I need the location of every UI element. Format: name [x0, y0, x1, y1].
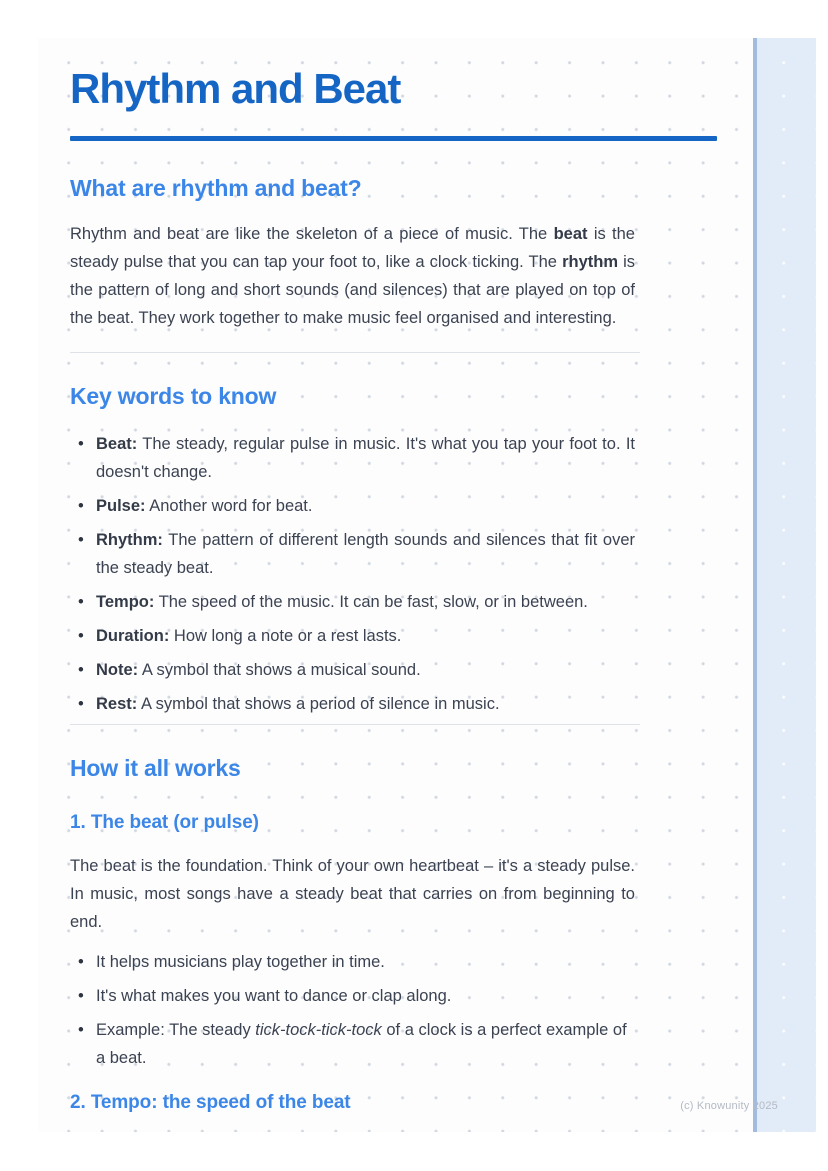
- list-item: • It helps musicians play together in time.: [70, 948, 635, 976]
- keyword-term: Rhythm:: [96, 531, 163, 550]
- worksheet-page: [38, 38, 816, 1132]
- italic-phrase-tick-tock: tick-tock-tick-tock: [255, 1021, 382, 1040]
- keyword-definition: Another word for beat.: [149, 497, 313, 516]
- text-segment: Rhythm and beat are like the skeleton of a piece of music. The: [70, 225, 554, 244]
- bold-term-beat: beat: [553, 225, 588, 244]
- keyword-definition: The pattern of different length sounds and silences that fit over the steady beat.: [96, 531, 636, 578]
- subsection-heading-tempo: 2. Tempo: the speed of the beat: [70, 1092, 351, 1114]
- section-heading-key-words: Key words to know: [70, 383, 277, 410]
- section-heading-how-it-all-works: How it all works: [70, 755, 241, 782]
- keyword-term: Duration:: [96, 627, 170, 646]
- list-item: [70, 492, 635, 520]
- keyword-definition: A symbol that shows a musical sound.: [141, 661, 421, 680]
- page-content: [70, 66, 720, 1114]
- text-segment: is the pattern of long and short sounds (and silences) that are played on top of the beat. They work together to make music feel organised and interesting.: [70, 253, 635, 328]
- keywords-list: [70, 430, 635, 718]
- page-margin-stripe: [753, 38, 816, 1132]
- list-item: [70, 622, 635, 650]
- list-item: [70, 526, 635, 582]
- bold-term-rhythm: rhythm: [562, 253, 618, 272]
- keyword-term: Note:: [96, 661, 139, 680]
- text-segment: is the steady pulse that you can tap your foot to, like a clock ticking. The: [70, 225, 635, 272]
- section-divider: [70, 724, 640, 725]
- list-item: [70, 430, 635, 486]
- keyword-term: Tempo:: [96, 593, 155, 612]
- list-item: [70, 1016, 635, 1072]
- keyword-definition: A symbol that shows a period of silence in music.: [140, 695, 500, 714]
- list-item: • It's what makes you want to dance or clap along.: [70, 982, 635, 1010]
- list-item: [70, 690, 635, 718]
- beat-points-list: [70, 948, 635, 1072]
- subsection-heading-the-beat: 1. The beat (or pulse): [70, 812, 259, 834]
- text-segment: of a clock is a perfect example of a beat.: [96, 1021, 627, 1068]
- list-item: [70, 656, 635, 684]
- page-title: Rhythm and Beat: [70, 65, 401, 112]
- section-divider: [70, 352, 640, 353]
- keyword-term: Rest:: [96, 695, 138, 714]
- beat-paragraph: The beat is the foundation. Think of your own heartbeat – it's a steady pulse. In music, most songs have a steady beat that carries on from beginning to end.: [70, 857, 635, 932]
- keyword-definition: The steady, regular pulse in music. It's what you tap your foot to. It doesn't change.: [96, 435, 635, 482]
- title-underline-rule: [70, 136, 717, 141]
- keyword-term: Beat:: [96, 435, 138, 454]
- list-item: [70, 588, 635, 616]
- keyword-term: Pulse:: [96, 497, 146, 516]
- copyright-watermark: (c) Knowunity 2025: [680, 1100, 778, 1112]
- section-heading-what-are-rhythm-and-beat: What are rhythm and beat?: [70, 175, 362, 202]
- text-segment: Example: The steady: [96, 1021, 256, 1040]
- intro-paragraph: [70, 220, 635, 332]
- keyword-definition: The speed of the music. It can be fast, slow, or in between.: [158, 593, 588, 612]
- keyword-definition: How long a note or a rest lasts.: [173, 627, 402, 646]
